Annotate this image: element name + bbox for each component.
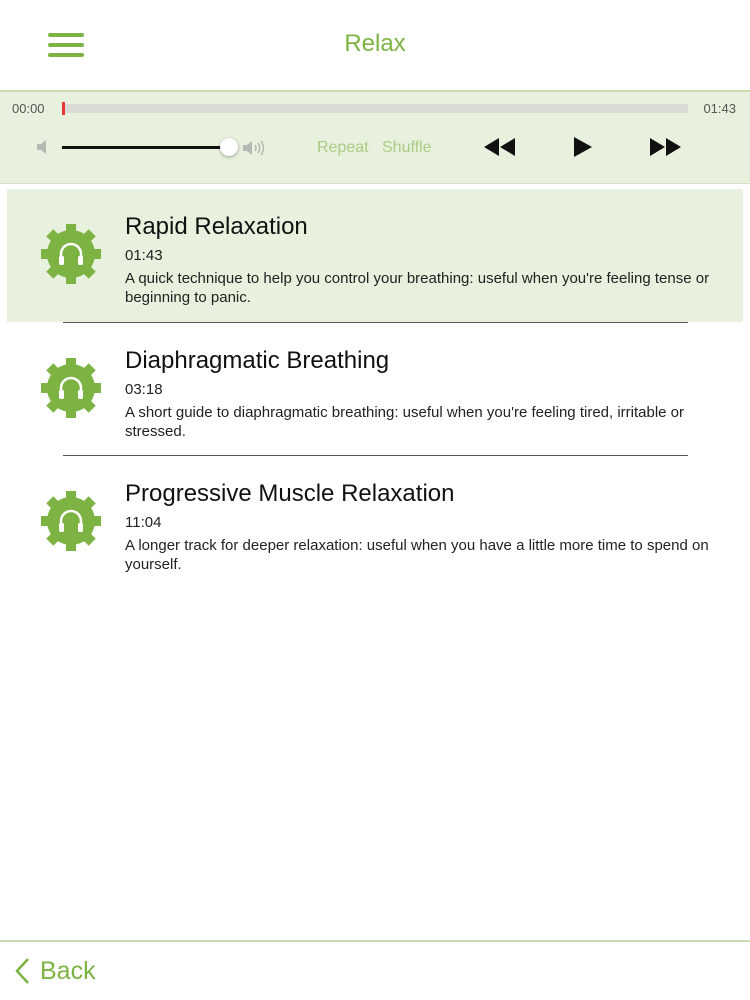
volume-low-icon bbox=[36, 139, 50, 155]
back-label: Back bbox=[40, 956, 96, 985]
track-item-rapid-relaxation[interactable] bbox=[7, 189, 743, 322]
total-duration: 01:43 bbox=[703, 101, 736, 116]
track-item-diaphragmatic-breathing[interactable] bbox=[7, 323, 743, 456]
track-duration: 11:04 bbox=[125, 514, 162, 531]
volume-slider-thumb[interactable] bbox=[220, 138, 238, 156]
bottom-bar bbox=[0, 940, 750, 1000]
progress-bar[interactable] bbox=[62, 104, 688, 113]
track-title: Diaphragmatic Breathing bbox=[125, 347, 390, 374]
track-item-progressive-muscle-relaxation[interactable] bbox=[7, 456, 743, 589]
track-duration: 01:43 bbox=[125, 247, 163, 264]
shuffle-button[interactable]: Shuffle bbox=[382, 139, 432, 156]
rewind-icon[interactable] bbox=[483, 136, 517, 158]
play-icon[interactable] bbox=[572, 136, 594, 158]
chevron-left-icon bbox=[14, 957, 30, 985]
gear-headphones-icon bbox=[39, 489, 103, 553]
volume-slider[interactable] bbox=[62, 146, 232, 149]
track-description: A quick technique to help you control your breathing: useful when you're feeling tense or beginning to panic. bbox=[125, 270, 710, 306]
repeat-button[interactable]: Repeat bbox=[317, 139, 369, 156]
top-bar bbox=[0, 0, 750, 92]
fast-forward-icon[interactable] bbox=[649, 136, 683, 158]
track-description: A longer track for deeper relaxation: useful when you have a little more time to spend on yourself. bbox=[125, 537, 709, 573]
volume-fill bbox=[62, 146, 229, 149]
track-description: A short guide to diaphragmatic breathing: useful when you're feeling tired, irritable or stressed. bbox=[125, 404, 685, 440]
gear-headphones-icon bbox=[39, 222, 103, 286]
back-button[interactable] bbox=[14, 954, 96, 988]
track-duration: 03:18 bbox=[125, 381, 163, 398]
track-title: Progressive Muscle Relaxation bbox=[125, 480, 455, 507]
page-title: Relax bbox=[344, 30, 406, 57]
volume-high-icon bbox=[242, 138, 266, 158]
track-title: Rapid Relaxation bbox=[125, 213, 308, 240]
audio-player bbox=[0, 92, 750, 184]
progress-playhead[interactable] bbox=[62, 102, 65, 115]
gear-headphones-icon bbox=[39, 356, 103, 420]
elapsed-time: 00:00 bbox=[12, 101, 45, 116]
